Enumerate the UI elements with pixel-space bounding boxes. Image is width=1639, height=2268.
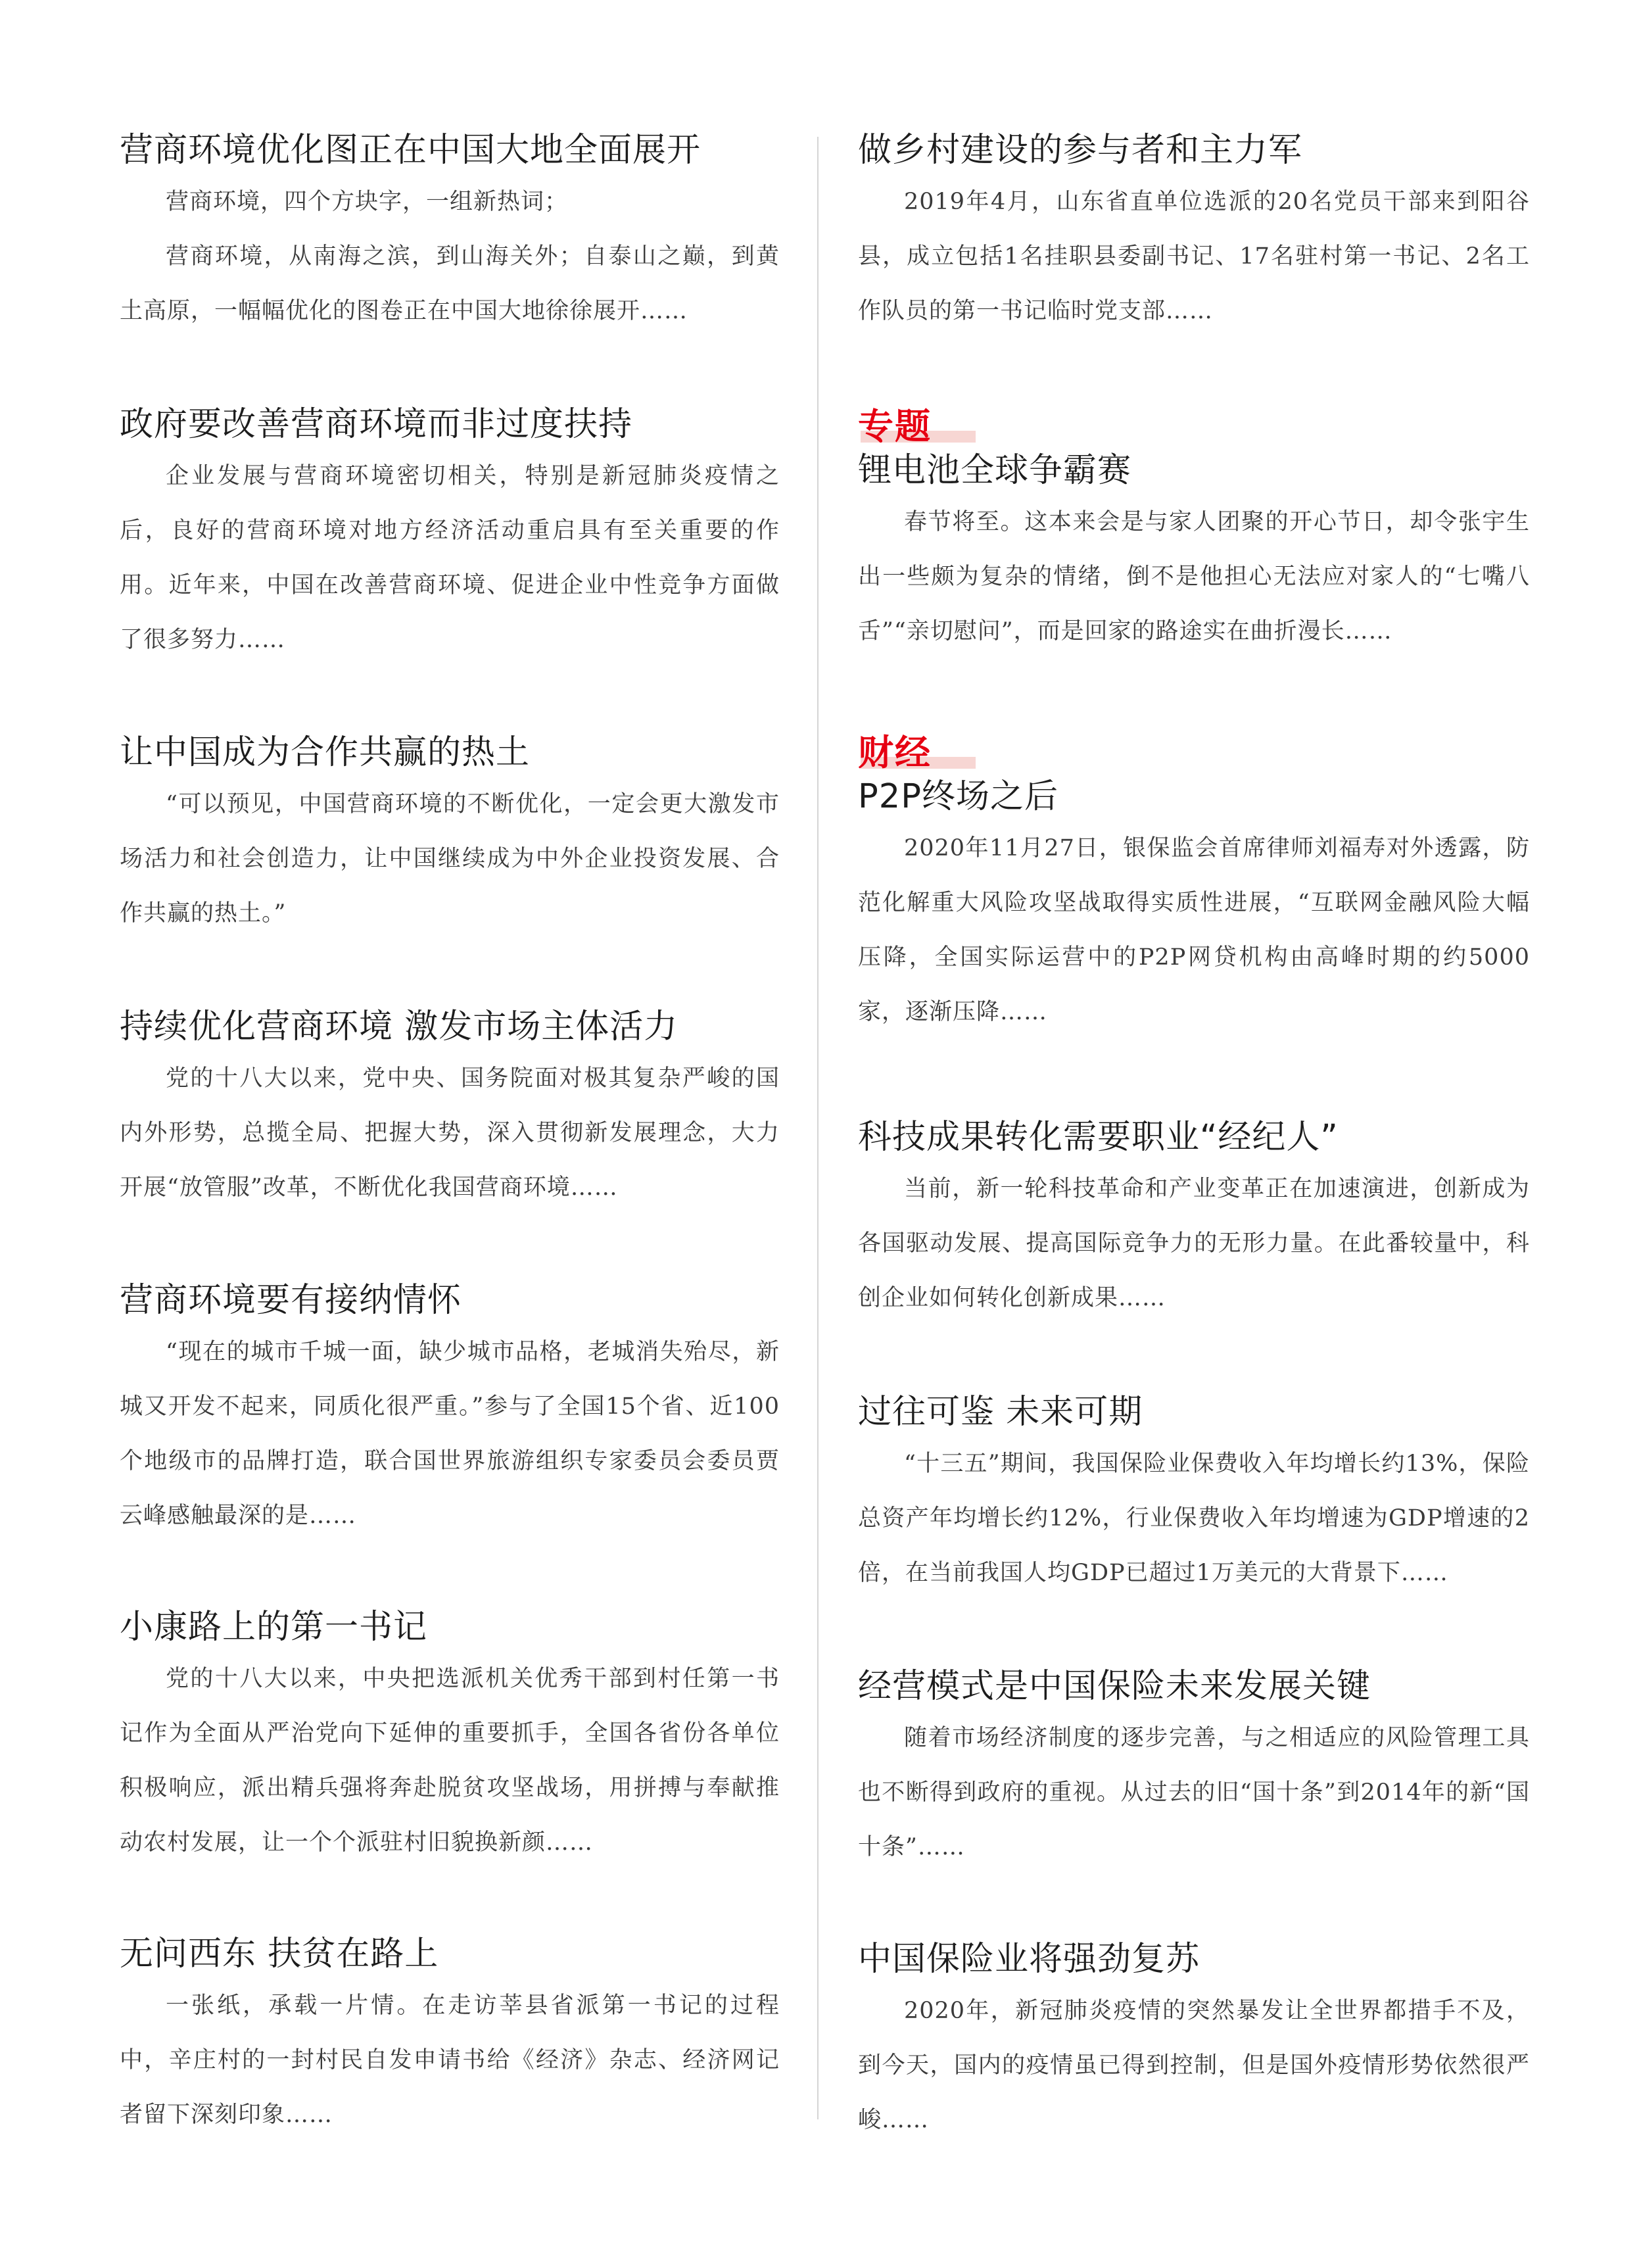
article-5[interactable]	[120, 1606, 780, 1870]
article-9[interactable]	[858, 732, 1530, 1040]
article-title[interactable]: 持续优化营商环境 激发市场主体活力	[120, 1007, 678, 1046]
article-summary	[120, 1051, 780, 1215]
article-title[interactable]: 无问西东 扶贫在路上	[120, 1935, 439, 1973]
article-summary	[858, 1984, 1530, 2148]
paragraph: 党的十八大以来，党中央、国务院面对极其复杂严峻的国内外形势，总揽全局、把握大势，深入贯彻新发展理念，大力开展“放管服”改革，不断优化我国营商环境……	[120, 1065, 780, 1201]
paragraph: 当前，新一轮科技革命和产业变革正在加速演进，创新成为各国驱动发展、提高国际竞争力的无形力量。在此番较量中，科创企业如何转化创新成果……	[858, 1176, 1530, 1311]
article-title[interactable]: P2P终场之后	[858, 777, 1058, 816]
article-summary	[858, 1437, 1530, 1601]
article-title[interactable]: 让中国成为合作共赢的热土	[120, 733, 531, 772]
article-10[interactable]	[858, 1116, 1530, 1326]
article-title[interactable]: 过往可鉴 未来可期	[858, 1393, 1143, 1432]
paragraph: “可以预见，中国营商环境的不断优化，一定会更大激发市场活力和社会创造力，让中国继续成为中外企业投资发展、合作共赢的热土。”	[120, 791, 780, 927]
article-4[interactable]	[120, 1279, 780, 1543]
paragraph: 春节将至。这本来会是与家人团聚的开心节日，却令张宇生出一些颇为复杂的情绪，倒不是他担心无法应对家人的“七嘴八舌”“亲切慰问”，而是回家的路途实在曲折漫长……	[858, 509, 1530, 644]
paragraph: 2020年11月27日，银保监会首席律师刘福寿对外透露，防范化解重大风险攻坚战取得实质性进展，“互联网金融风险大幅压降，全国实际运营中的P2P网贷机构由高峰时期的约5000家，逐渐压降……	[858, 835, 1530, 1025]
article-title[interactable]: 营商环境要有接纳情怀	[120, 1281, 462, 1320]
article-title[interactable]: 政府要改善营商环境而非过度扶持	[120, 405, 633, 444]
article-11[interactable]	[858, 1391, 1530, 1601]
paragraph: 随着市场经济制度的逐步完善，与之相适应的风险管理工具也不断得到政府的重视。从过去的旧“国十条”到2014年的新“国十条”……	[858, 1725, 1530, 1860]
article-title[interactable]: 做乡村建设的参与者和主力军	[858, 131, 1303, 170]
article-2[interactable]	[120, 731, 780, 941]
section-label-text: 财经	[858, 732, 932, 773]
section-label-text: 专题	[858, 406, 932, 447]
paragraph: “十三五”期间，我国保险业保费收入年均增长约13%，保险总资产年均增长约12%，行业保费收入年均增速为GDP增速的2倍，在当前我国人均GDP已超过1万美元的大背景下……	[858, 1451, 1530, 1586]
column-divider	[817, 137, 819, 2119]
article-0[interactable]	[120, 129, 780, 339]
article-summary	[858, 495, 1530, 659]
article-title[interactable]: 经营模式是中国保险未来发展关键	[858, 1667, 1371, 1706]
article-8[interactable]	[858, 406, 1530, 659]
article-title[interactable]: 科技成果转化需要职业“经纪人”	[858, 1118, 1339, 1157]
article-summary	[858, 1711, 1530, 1875]
article-summary	[120, 449, 780, 667]
paragraph: 企业发展与营商环境密切相关，特别是新冠肺炎疫情之后，良好的营商环境对地方经济活动重启具有至关重要的作用。近年来，中国在改善营商环境、促进企业中性竞争方面做了很多努力……	[120, 463, 780, 653]
paragraph: 营商环境，四个方块字，一组新热词；	[166, 189, 569, 215]
section-label-finance	[858, 732, 932, 774]
paragraph: 2020年，新冠肺炎疫情的突然暴发让全世界都措手不及，到今天，国内的疫情虽已得到控制，但是国外疫情形势依然很严峻……	[858, 1998, 1530, 2133]
article-12[interactable]	[858, 1665, 1530, 1875]
article-summary	[858, 175, 1530, 339]
article-summary	[858, 1162, 1530, 1326]
paragraph: 党的十八大以来，中央把选派机关优秀干部到村任第一书记作为全面从严治党向下延伸的重要抓手，全国各省份各单位积极响应，派出精兵强将奔赴脱贫攻坚战场，用拼搏与奉献推动农村发展，让一个个派驻村旧貌换新颜……	[120, 1666, 780, 1856]
article-summary	[120, 1652, 780, 1870]
article-summary	[120, 1979, 780, 2142]
paragraph: 2019年4月，山东省直单位选派的20名党员干部来到阳谷县，成立包括1名挂职县委副书记、17名驻村第一书记、2名工作队员的第一书记临时党支部……	[858, 189, 1530, 324]
article-7[interactable]	[858, 129, 1530, 339]
article-summary	[120, 175, 780, 339]
article-1[interactable]	[120, 403, 780, 667]
article-summary	[858, 821, 1530, 1040]
article-title[interactable]: 锂电池全球争霸赛	[858, 451, 1132, 490]
paragraph: 营商环境，从南海之滨，到山海关外；自泰山之巅，到黄土高原，一幅幅优化的图卷正在中国大地徐徐展开……	[120, 243, 780, 324]
article-6[interactable]	[120, 1933, 780, 2142]
article-title[interactable]: 小康路上的第一书记	[120, 1608, 428, 1647]
paragraph: 一张纸，承载一片情。在走访莘县省派第一书记的过程中，辛庄村的一封村民自发申请书给《经济》杂志、经济网记者留下深刻印象……	[120, 1992, 780, 2128]
article-summary	[120, 777, 780, 941]
article-title[interactable]: 营商环境优化图正在中国大地全面展开	[120, 131, 701, 170]
section-label-special	[858, 406, 932, 448]
article-title[interactable]: 中国保险业将强劲复苏	[858, 1940, 1200, 1979]
article-summary	[120, 1325, 780, 1543]
article-3[interactable]	[120, 1005, 780, 1215]
paragraph: “现在的城市千城一面，缺少城市品格，老城消失殆尽，新城又开发不起来，同质化很严重。”参与了全国15个省、近100个地级市的品牌打造，联合国世界旅游组织专家委员会委员贾云峰感触最深的是……	[120, 1339, 780, 1529]
article-13[interactable]	[858, 1938, 1530, 2148]
